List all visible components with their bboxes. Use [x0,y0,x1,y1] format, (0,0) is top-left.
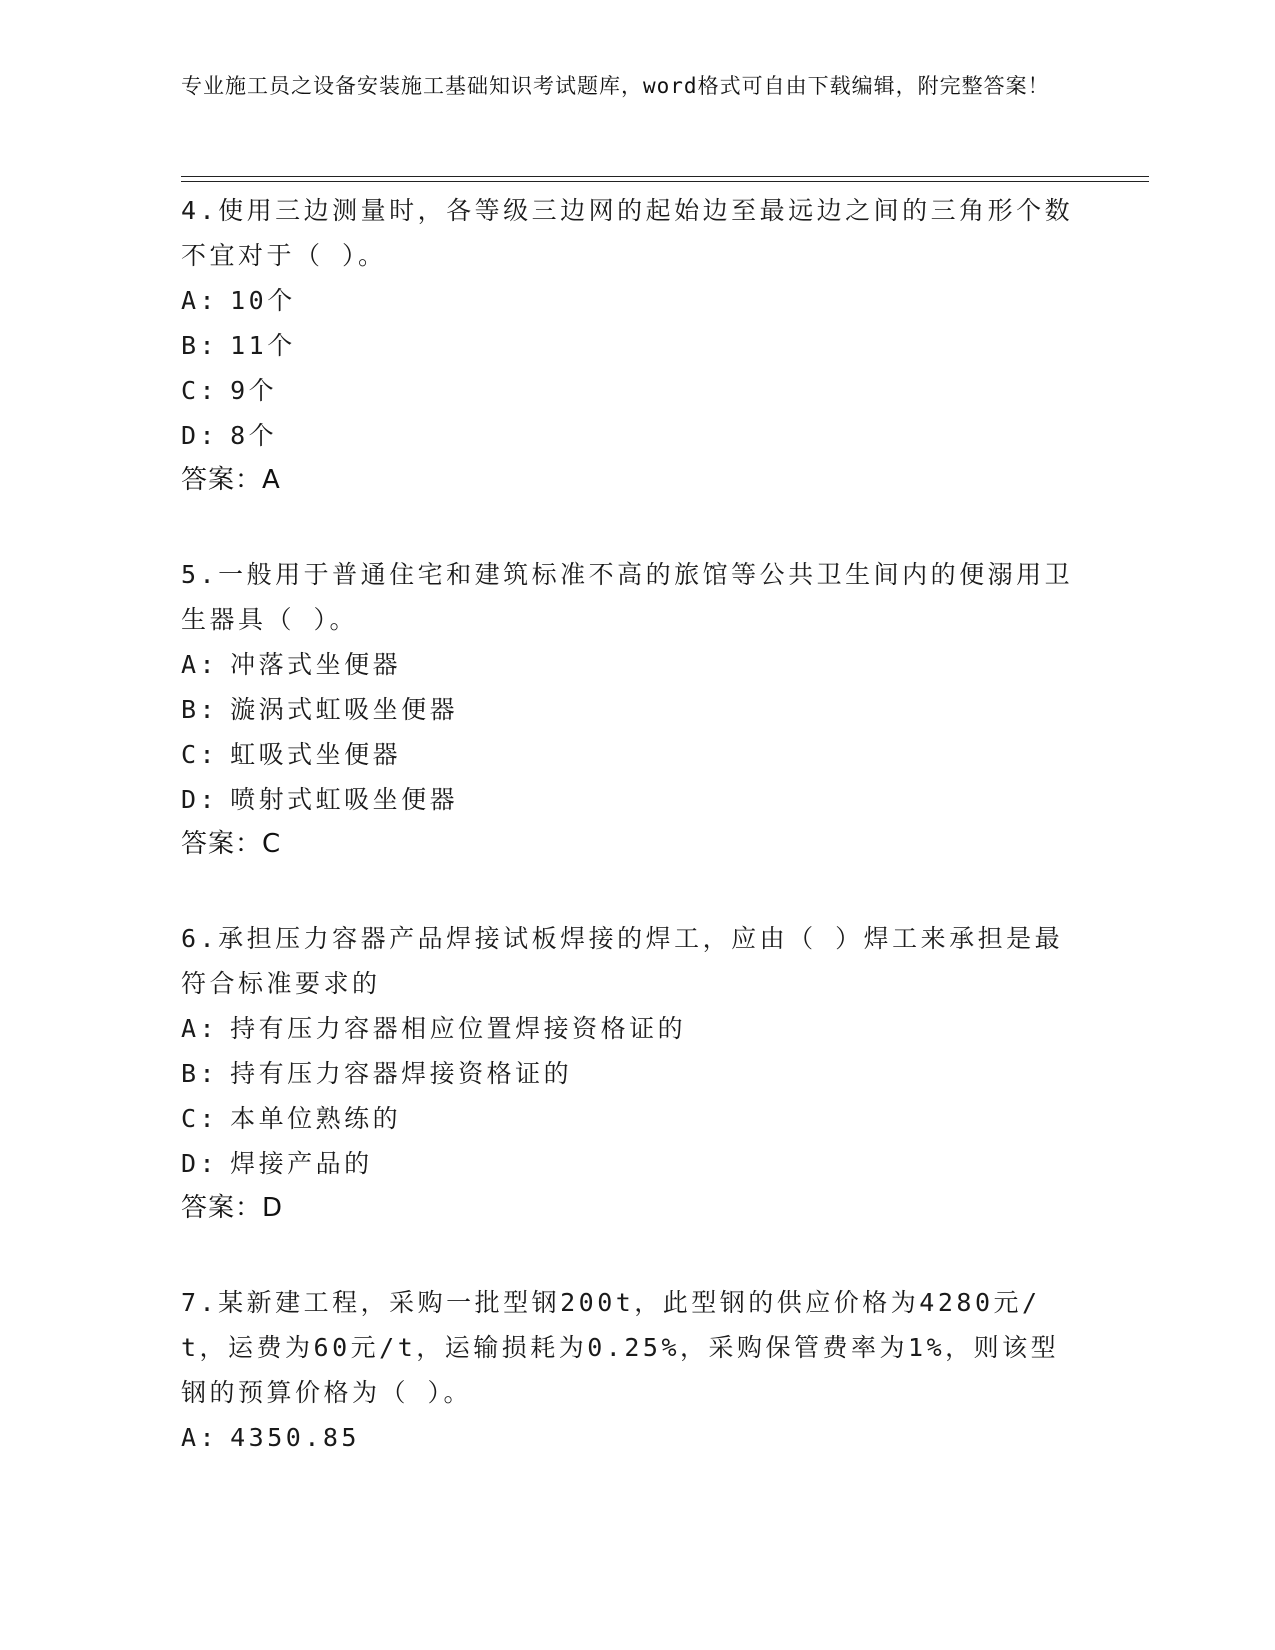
option-letter: A: [181,1014,219,1043]
question-stem: 4.使用三边测量时，各等级三边网的起始边至最远边之间的三角形个数不宜对于（ ）。 [181,196,1074,270]
option-letter: D: [181,1149,219,1178]
option-letter: D: [181,421,219,450]
option-letter: A: [181,286,219,315]
question-stem: 5.一般用于普通住宅和建筑标准不高的旅馆等公共卫生间内的便溺用卫生器具（ ）。 [181,560,1074,634]
option-letter: B: [181,331,219,360]
option-text: 漩涡式虹吸坐便器 [230,695,459,724]
option-d [181,413,1081,458]
option-text: 持有压力容器焊接资格证的 [230,1059,573,1088]
option-text: 8个 [230,421,278,450]
option-letter: B: [181,695,219,724]
option-text: 冲落式坐便器 [230,650,402,679]
option-text: 焊接产品的 [230,1149,373,1178]
question-7 [181,1280,1081,1460]
question-stem: 6.承担压力容器产品焊接试板焊接的焊工，应由（ ）焊工来承担是最符合标准要求的 [181,924,1064,998]
question-4 [181,188,1081,503]
option-a [181,278,1081,323]
option-letter: A: [181,1423,219,1452]
option-a [181,1006,1081,1051]
header-divider-bottom [181,181,1149,182]
question-5 [181,552,1081,867]
option-text: 虹吸式坐便器 [230,740,402,769]
option-c [181,1096,1081,1141]
option-b [181,687,1081,732]
option-a [181,642,1081,687]
question-stem: 7.某新建工程，采购一批型钢200t，此型钢的供应价格为4280元/t，运费为60元/t，运输损耗为0.25%，采购保管费率为1%，则该型钢的预算价格为（ ）。 [181,1288,1060,1407]
document-header: 专业施工员之设备安装施工基础知识考试题库，word格式可自由下载编辑，附完整答案！ [181,74,1050,98]
option-letter: C: [181,740,219,769]
option-text: 持有压力容器相应位置焊接资格证的 [230,1014,687,1043]
option-text: 本单位熟练的 [230,1104,402,1133]
option-c [181,368,1081,413]
option-d [181,1141,1081,1186]
option-text: 11个 [230,331,296,360]
option-text: 9个 [230,376,278,405]
option-d [181,777,1081,822]
answer-line: 答案：A [181,465,281,495]
option-b [181,323,1081,368]
option-letter: B: [181,1059,219,1088]
answer-line: 答案：C [181,829,282,859]
option-text: 喷射式虹吸坐便器 [230,785,459,814]
option-text: 10个 [230,286,296,315]
option-c [181,732,1081,777]
option-text: 4350.85 [230,1423,360,1452]
option-letter: C: [181,1104,219,1133]
option-letter: A: [181,650,219,679]
header-divider-top [181,176,1149,177]
answer-line: 答案：D [181,1193,284,1223]
option-a [181,1415,1081,1460]
option-letter: C: [181,376,219,405]
option-letter: D: [181,785,219,814]
question-6 [181,916,1081,1231]
option-b [181,1051,1081,1096]
